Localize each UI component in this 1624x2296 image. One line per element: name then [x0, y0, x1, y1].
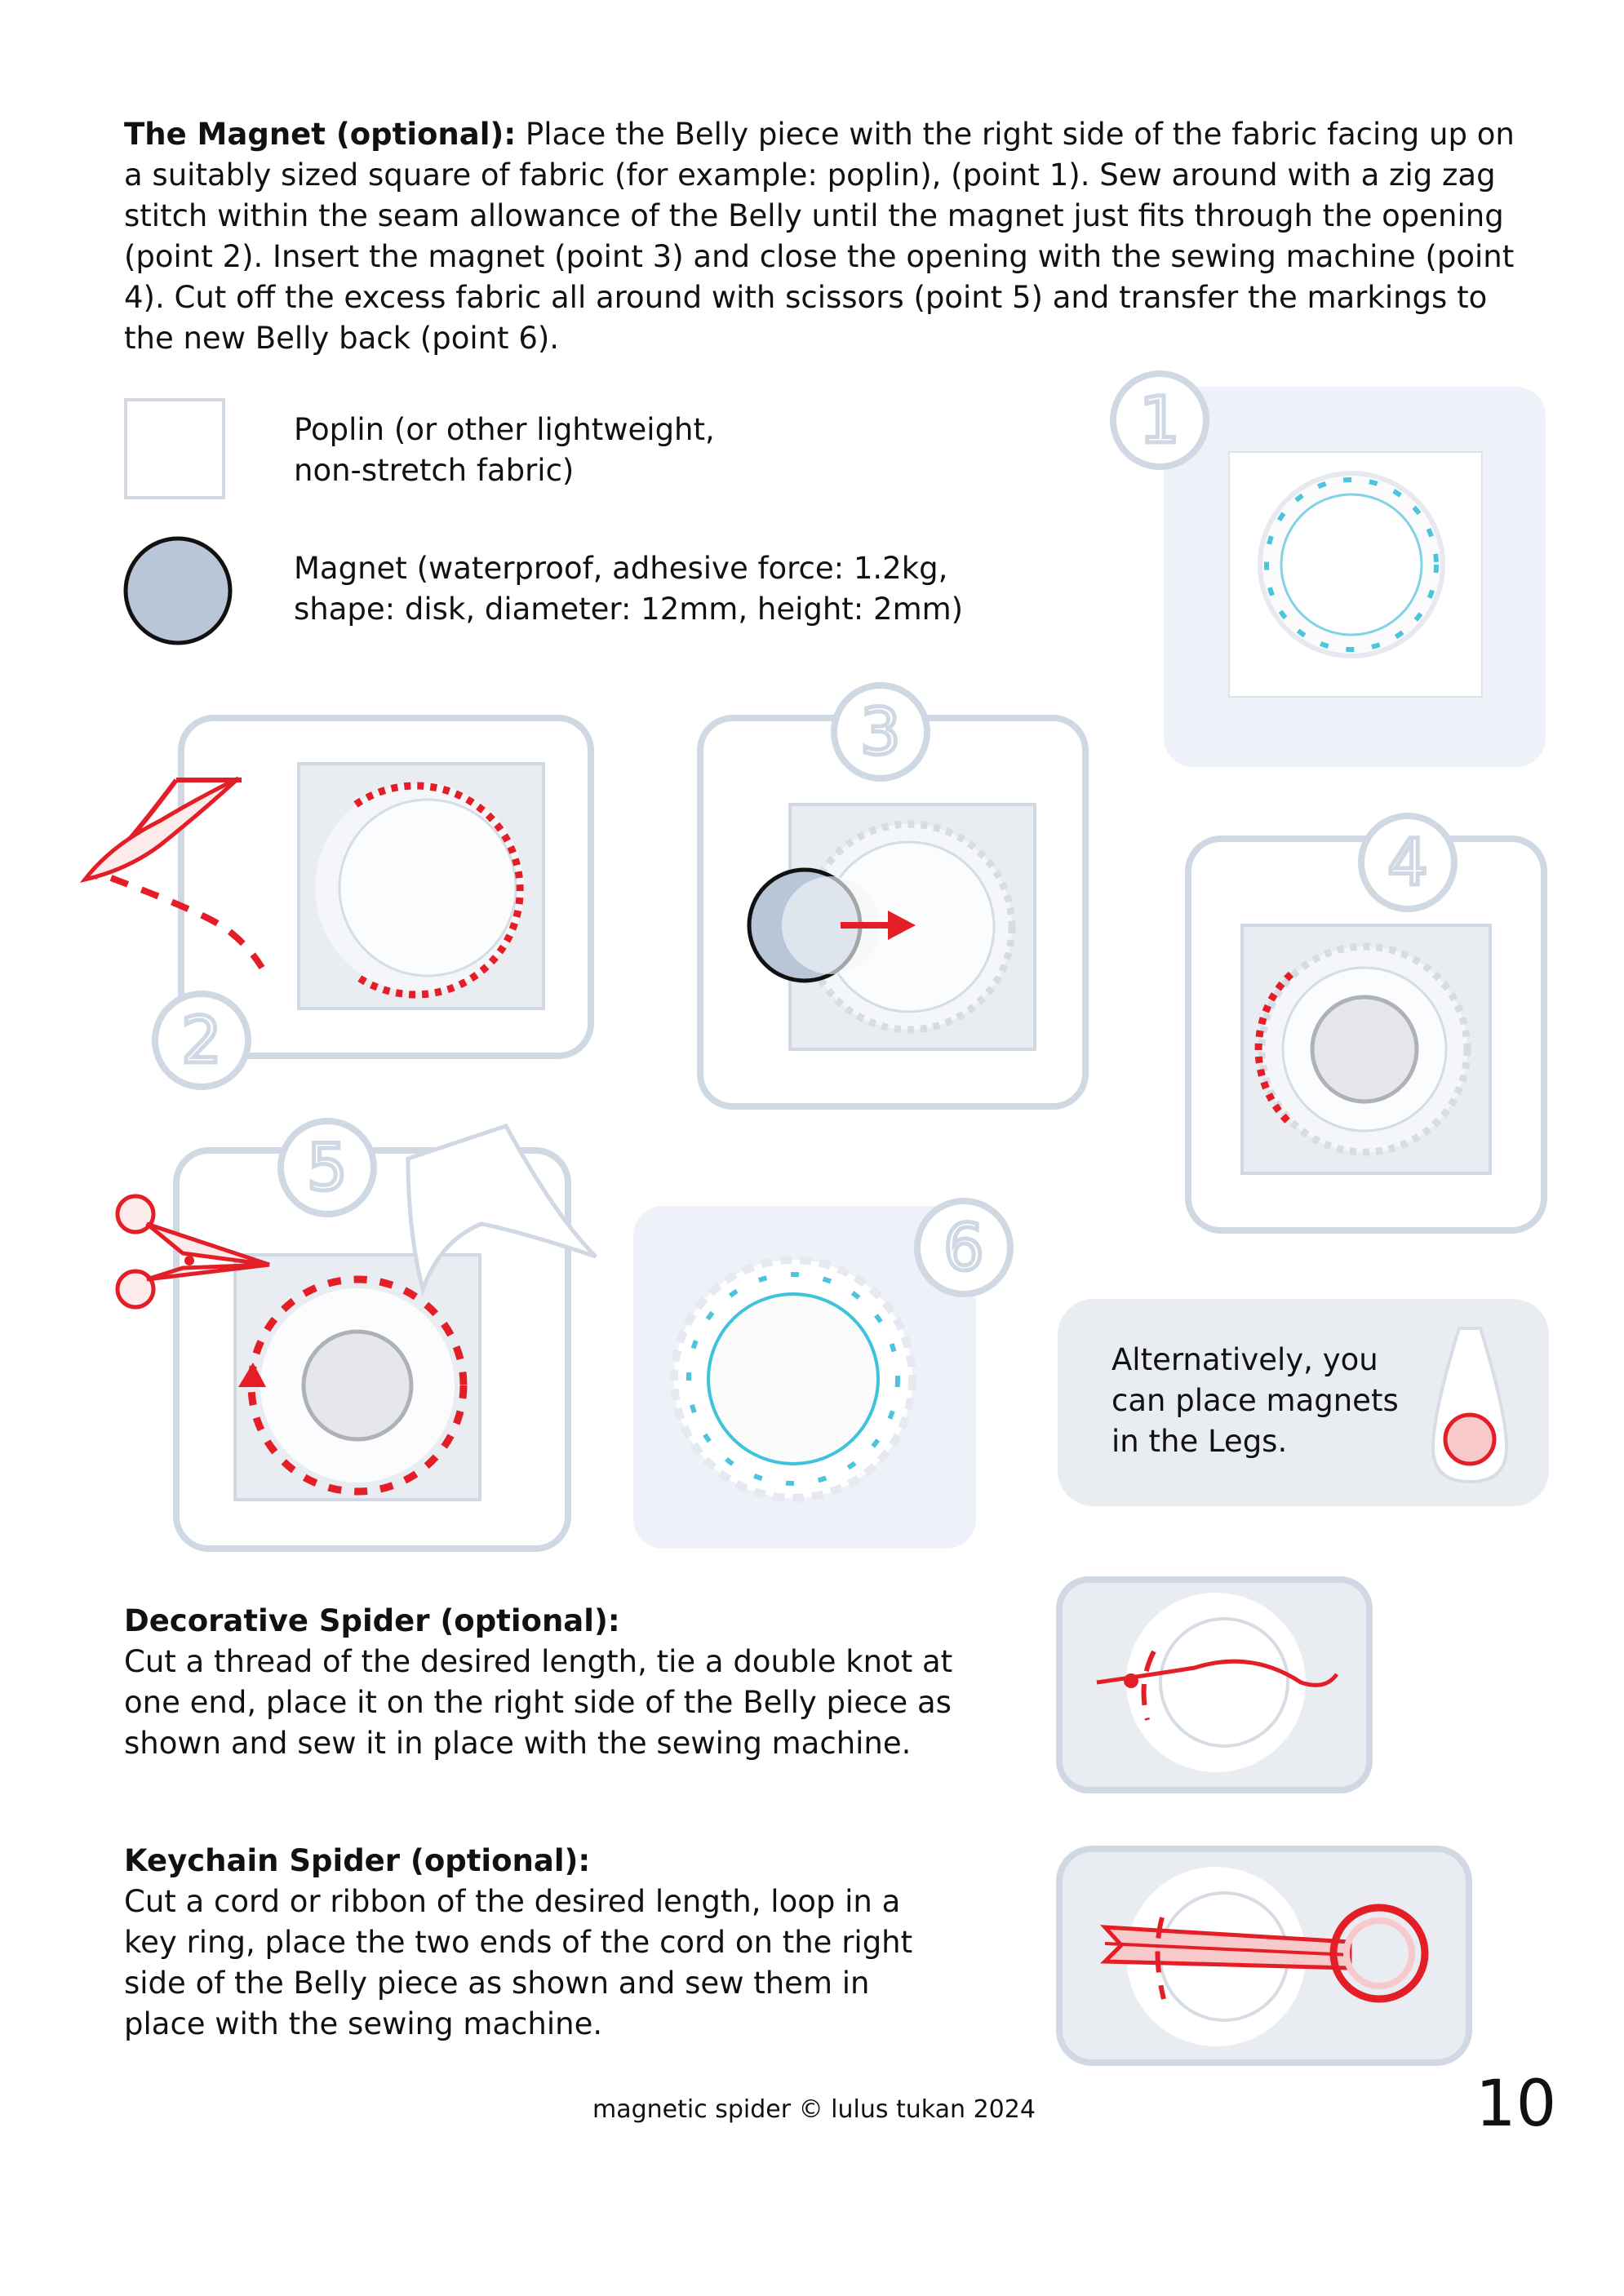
decorative-line3: shown and sew it in place with the sewing machine.	[124, 1726, 912, 1761]
step1-number-icon	[1107, 367, 1213, 473]
intro-title: The Magnet (optional):	[124, 117, 517, 152]
poplin-line2: non-stretch fabric)	[294, 453, 575, 488]
poplin-swatch	[124, 398, 225, 499]
poplin-line1: Poplin (or other lightweight,	[294, 412, 715, 447]
magnet-line2: shape: disk, diameter: 12mm, height: 2mm)	[294, 592, 964, 627]
alternative-line1: Alternatively, you	[1112, 1342, 1378, 1377]
decorative-line1: Cut a thread of the desired length, tie a double knot at	[124, 1644, 953, 1679]
decorative-section	[124, 1601, 952, 1764]
step1-number: 1	[1139, 384, 1180, 458]
magnet-line1: Magnet (waterproof, adhesive force: 1.2kg,	[294, 551, 948, 586]
step1-photo	[1164, 387, 1546, 767]
keychain-line2: key ring, place the two ends of the cord on the right	[124, 1925, 913, 1960]
alternative-line3: in the Legs.	[1112, 1424, 1288, 1459]
decorative-title: Decorative Spider (optional):	[124, 1603, 620, 1638]
step4-number-icon	[1355, 809, 1461, 915]
step4-number: 4	[1387, 827, 1428, 900]
footer-text: magnetic spider © lulus tukan 2024	[592, 2095, 1036, 2124]
magnet-swatch-icon	[122, 535, 233, 646]
keychain-line3: side of the Belly piece as shown and sew them in	[124, 1966, 870, 2001]
step2-number-icon	[149, 987, 255, 1093]
magnet-legend	[294, 548, 963, 630]
decorative-illustration	[1056, 1576, 1373, 1793]
decorative-line2: one end, place it on the right side of the Belly piece as	[124, 1685, 952, 1720]
keychain-title: Keychain Spider (optional):	[124, 1843, 591, 1878]
step3-number-icon	[828, 679, 934, 785]
step5-number-icon	[274, 1115, 380, 1221]
keychain-line4: place with the sewing machine.	[124, 2006, 603, 2041]
intro-body: Place the Belly piece with the right side of the fabric facing up on a suitably sized square of fabric (for example: poplin), (point 1). Sew around with a zig zag stitch within the seam allowance of the Belly until the magnet just fits through the opening (point 2). Insert the magnet (point 3) and close the opening with the sewing machine (point 4). Cut off the excess fabric all around with scissors (point 5) and transfer the markings to the new Belly back (point 6).	[124, 117, 1515, 356]
step2-number: 2	[181, 1004, 222, 1078]
keychain-line1: Cut a cord or ribbon of the desired length, loop in a	[124, 1884, 901, 1919]
alternative-line2: can place magnets	[1112, 1383, 1399, 1418]
step5-number: 5	[307, 1132, 348, 1205]
poplin-legend	[294, 410, 715, 491]
alternative-text	[1112, 1340, 1399, 1462]
step6-number-icon	[911, 1195, 1017, 1301]
keychain-illustration	[1056, 1846, 1472, 2066]
page-number: 10	[1475, 2068, 1557, 2141]
keychain-section	[124, 1841, 912, 2045]
leg-magnet-icon	[1425, 1323, 1515, 1487]
intro-paragraph	[124, 114, 1528, 359]
step6-number: 6	[943, 1212, 984, 1285]
step3-number: 3	[860, 696, 901, 769]
fabric-photo-illustration	[1164, 387, 1546, 767]
